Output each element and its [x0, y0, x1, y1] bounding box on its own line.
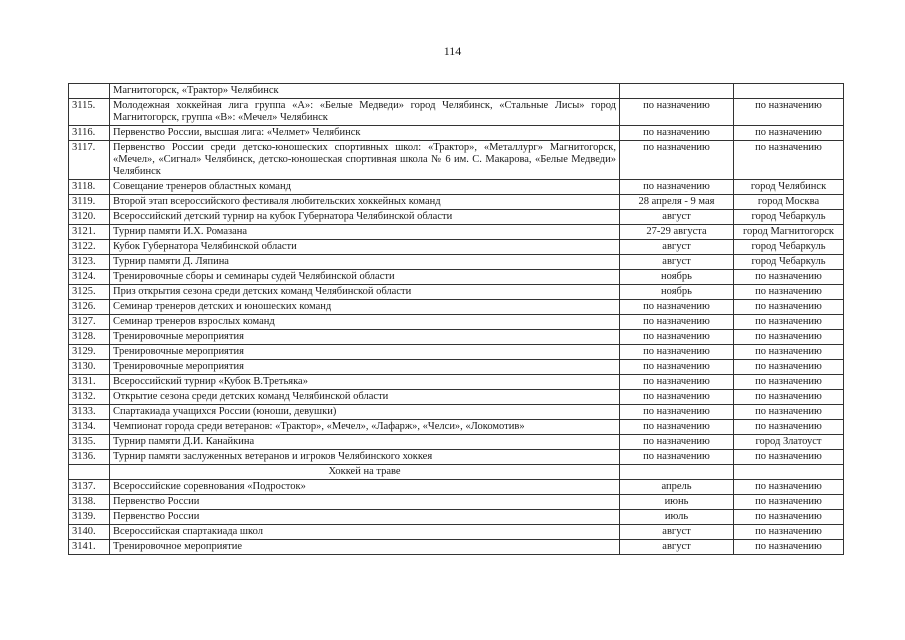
event-place: по назначению — [734, 495, 844, 510]
row-number: 3126. — [69, 300, 110, 315]
event-name: Семинар тренеров взрослых команд — [110, 315, 620, 330]
table-row — [69, 315, 844, 330]
event-date: август — [620, 210, 734, 225]
event-place: по назначению — [734, 300, 844, 315]
row-number: 3140. — [69, 525, 110, 540]
table-row — [69, 300, 844, 315]
event-place: по назначению — [734, 330, 844, 345]
table-row — [69, 141, 844, 180]
row-number: 3124. — [69, 270, 110, 285]
event-place: по назначению — [734, 405, 844, 420]
table-row — [69, 435, 844, 450]
event-date — [620, 465, 734, 480]
event-place: по назначению — [734, 99, 844, 126]
event-place: город Москва — [734, 195, 844, 210]
table-row — [69, 345, 844, 360]
page-number: 114 — [443, 44, 462, 58]
row-number: 3137. — [69, 480, 110, 495]
event-date: по назначению — [620, 300, 734, 315]
event-name: Тренировочные мероприятия — [110, 330, 620, 345]
event-date: по назначению — [620, 141, 734, 180]
event-name: Совещание тренеров областных команд — [110, 180, 620, 195]
event-date: по назначению — [620, 390, 734, 405]
event-date: август — [620, 255, 734, 270]
event-name: Чемпионат города среди ветеранов: «Трактор», «Мечел», «Лафарж», «Челси», «Локомотив» — [110, 420, 620, 435]
row-number — [69, 465, 110, 480]
event-place: по назначению — [734, 510, 844, 525]
row-number: 3115. — [69, 99, 110, 126]
row-number: 3136. — [69, 450, 110, 465]
event-place: по назначению — [734, 315, 844, 330]
event-place — [734, 465, 844, 480]
table-row — [69, 180, 844, 195]
table-row — [69, 390, 844, 405]
table-row — [69, 330, 844, 345]
event-place: по назначению — [734, 270, 844, 285]
section-heading: Хоккей на траве — [110, 465, 620, 480]
event-name: Тренировочное мероприятие — [110, 540, 620, 555]
event-name: Тренировочные сборы и семинары судей Челябинской области — [110, 270, 620, 285]
row-number: 3117. — [69, 141, 110, 180]
table-row — [69, 195, 844, 210]
event-place: по назначению — [734, 285, 844, 300]
event-date: по назначению — [620, 405, 734, 420]
event-place: по назначению — [734, 390, 844, 405]
event-date: ноябрь — [620, 285, 734, 300]
event-place: по назначению — [734, 141, 844, 180]
event-date: по назначению — [620, 345, 734, 360]
event-date: по назначению — [620, 315, 734, 330]
event-place — [734, 84, 844, 99]
event-name: Магнитогорск, «Трактор» Челябинск — [110, 84, 620, 99]
row-number: 3123. — [69, 255, 110, 270]
event-date: по назначению — [620, 420, 734, 435]
row-number — [69, 84, 110, 99]
table-row — [69, 420, 844, 435]
event-name: Всероссийские соревнования «Подросток» — [110, 480, 620, 495]
event-date: по назначению — [620, 99, 734, 126]
event-date: по назначению — [620, 375, 734, 390]
event-name: Тренировочные мероприятия — [110, 360, 620, 375]
event-place: по назначению — [734, 420, 844, 435]
event-name: Семинар тренеров детских и юношеских команд — [110, 300, 620, 315]
event-name: Турнир памяти Д.И. Канайкина — [110, 435, 620, 450]
table-row — [69, 525, 844, 540]
row-number: 3128. — [69, 330, 110, 345]
event-name: Кубок Губернатора Челябинской области — [110, 240, 620, 255]
event-date: август — [620, 525, 734, 540]
row-number: 3131. — [69, 375, 110, 390]
table-row — [69, 210, 844, 225]
event-name: Турнир памяти Д. Ляпина — [110, 255, 620, 270]
event-name: Турнир памяти заслуженных ветеранов и игроков Челябинского хоккея — [110, 450, 620, 465]
row-number: 3118. — [69, 180, 110, 195]
row-number: 3133. — [69, 405, 110, 420]
table-row-continuation — [69, 84, 844, 99]
event-place: город Златоуст — [734, 435, 844, 450]
row-number: 3130. — [69, 360, 110, 375]
event-name: Всероссийский детский турнир на кубок Губернатора Челябинской области — [110, 210, 620, 225]
event-place: по назначению — [734, 480, 844, 495]
event-name: Первенство России — [110, 510, 620, 525]
table-row — [69, 495, 844, 510]
event-name: Тренировочные мероприятия — [110, 345, 620, 360]
row-number: 3127. — [69, 315, 110, 330]
event-date: по назначению — [620, 360, 734, 375]
event-name: Открытие сезона среди детских команд Челябинской области — [110, 390, 620, 405]
table-row — [69, 480, 844, 495]
event-date: по назначению — [620, 450, 734, 465]
row-number: 3120. — [69, 210, 110, 225]
event-name: Второй этап всероссийского фестиваля любительских хоккейных команд — [110, 195, 620, 210]
event-place: город Челябинск — [734, 180, 844, 195]
row-number: 3135. — [69, 435, 110, 450]
table-row — [69, 375, 844, 390]
event-place: по назначению — [734, 360, 844, 375]
event-date: август — [620, 540, 734, 555]
table-row — [69, 99, 844, 126]
row-number: 3119. — [69, 195, 110, 210]
event-name: Всероссийский турнир «Кубок В.Третьяка» — [110, 375, 620, 390]
event-name: Первенство России — [110, 495, 620, 510]
row-number: 3138. — [69, 495, 110, 510]
row-number: 3121. — [69, 225, 110, 240]
event-date: 27-29 августа — [620, 225, 734, 240]
row-number: 3134. — [69, 420, 110, 435]
table-row — [69, 360, 844, 375]
event-date: апрель — [620, 480, 734, 495]
event-place: по назначению — [734, 525, 844, 540]
event-date: июль — [620, 510, 734, 525]
event-place: по назначению — [734, 450, 844, 465]
event-place: по назначению — [734, 126, 844, 141]
event-name: Молодежная хоккейная лига группа «А»: «Белые Медведи» город Челябинск, «Стальные Лисы» город Магнитогорск, группа «В»: «Мечел» Челябинск — [110, 99, 620, 126]
event-date: по назначению — [620, 435, 734, 450]
event-name: Приз открытия сезона среди детских команд Челябинской области — [110, 285, 620, 300]
table-row — [69, 450, 844, 465]
event-name: Всероссийская спартакиада школ — [110, 525, 620, 540]
event-date: июнь — [620, 495, 734, 510]
row-number: 3116. — [69, 126, 110, 141]
event-date: ноябрь — [620, 270, 734, 285]
section-heading-row — [69, 465, 844, 480]
event-place: город Магнитогорск — [734, 225, 844, 240]
event-name: Спартакиада учащихся России (юноши, девушки) — [110, 405, 620, 420]
event-place: город Чебаркуль — [734, 255, 844, 270]
table-row — [69, 285, 844, 300]
row-number: 3129. — [69, 345, 110, 360]
event-place: по назначению — [734, 345, 844, 360]
event-name: Первенство России, высшая лига: «Челмет» Челябинск — [110, 126, 620, 141]
event-name: Первенство России среди детско-юношеских спортивных школ: «Трактор», «Металлург» Магнитогорск, «Мечел», «Сигнал» Челябинск, детско-юношеская спортивная школа № 6 им. С. Макарова, «Белые Медведи» Челябинск — [110, 141, 620, 180]
row-number: 3139. — [69, 510, 110, 525]
table-row — [69, 510, 844, 525]
event-place: город Чебаркуль — [734, 240, 844, 255]
table-row — [69, 405, 844, 420]
table-row — [69, 540, 844, 555]
event-date: по назначению — [620, 180, 734, 195]
table-row — [69, 240, 844, 255]
row-number: 3141. — [69, 540, 110, 555]
row-number: 3122. — [69, 240, 110, 255]
event-place: по назначению — [734, 375, 844, 390]
event-date: 28 апреля - 9 мая — [620, 195, 734, 210]
table-row — [69, 225, 844, 240]
event-place: город Чебаркуль — [734, 210, 844, 225]
event-date: по назначению — [620, 126, 734, 141]
event-name: Турнир памяти И.Х. Ромазана — [110, 225, 620, 240]
event-place: по назначению — [734, 540, 844, 555]
events-table — [68, 83, 844, 555]
event-date: по назначению — [620, 330, 734, 345]
row-number: 3125. — [69, 285, 110, 300]
table-row — [69, 255, 844, 270]
table-row — [69, 126, 844, 141]
event-date — [620, 84, 734, 99]
table-row — [69, 270, 844, 285]
row-number: 3132. — [69, 390, 110, 405]
event-date: август — [620, 240, 734, 255]
